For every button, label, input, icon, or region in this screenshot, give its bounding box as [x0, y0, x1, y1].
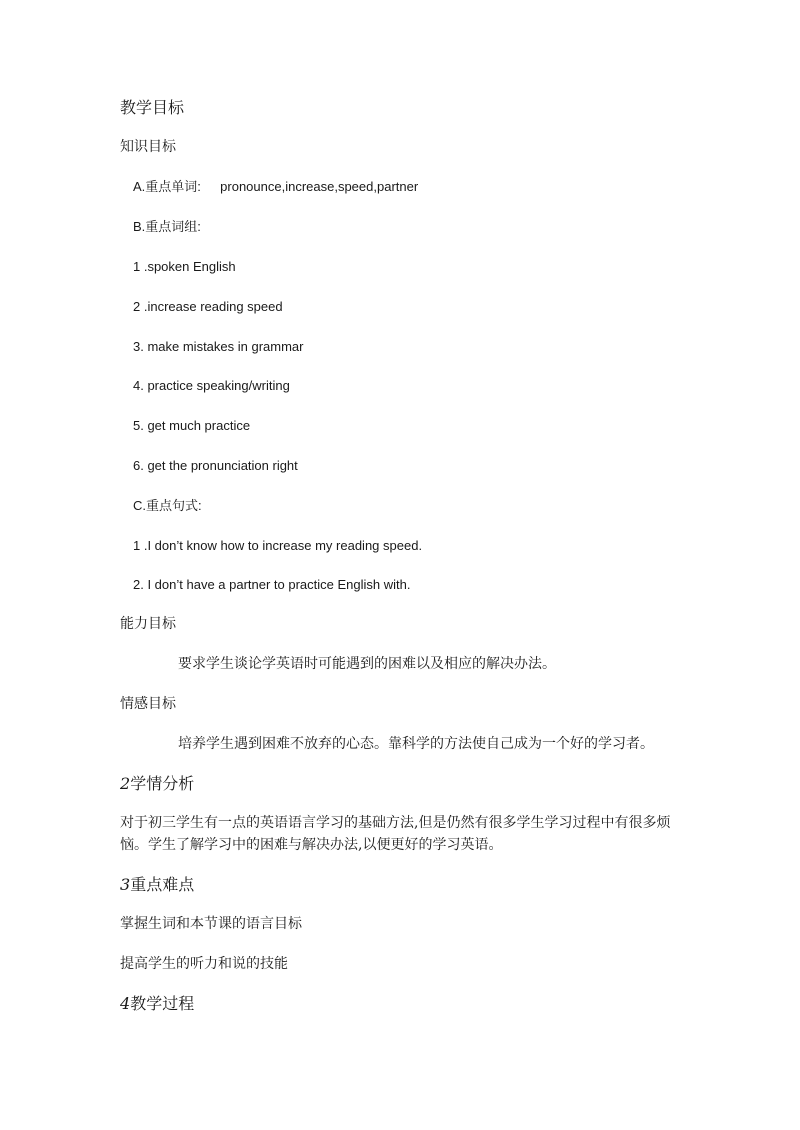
- section-4-number: 4: [120, 994, 131, 1013]
- sentence-item-2: 2. I don’t have a partner to practice English with.: [133, 577, 411, 592]
- key-sentences-label: C.重点句式:: [133, 498, 202, 513]
- focus-item-1: 掌握生词和本节课的语言目标: [120, 916, 302, 932]
- section-3-title: 重点难点: [130, 875, 195, 894]
- knowledge-heading: 知识目标: [120, 139, 176, 155]
- phrase-item-2: 2 .increase reading speed: [133, 299, 283, 314]
- analysis-line-1: 对于初三学生有一点的英语语言学习的基础方法,但是仍然有很多学生学习过程中有很多烦: [120, 815, 671, 831]
- section-3-number: 3: [120, 875, 131, 894]
- focus-item-2: 提高学生的听力和说的技能: [120, 956, 288, 972]
- section-2-title: 学情分析: [130, 774, 195, 793]
- ability-heading: 能力目标: [120, 616, 176, 632]
- analysis-line-2: 恼。学生了解学习中的困难与解决办法,以便更好的学习英语。: [120, 837, 503, 853]
- phrase-item-3: 3. make mistakes in grammar: [133, 339, 304, 354]
- section-4-heading: [120, 996, 194, 1012]
- emotion-heading: 情感目标: [120, 696, 176, 712]
- sentence-item-1: 1 .I don’t know how to increase my reading speed.: [133, 538, 423, 553]
- section-3-heading: [120, 877, 194, 893]
- key-words-line: [133, 180, 418, 193]
- ability-text: 要求学生谈论学英语时可能遇到的困难以及相应的解决办法。: [178, 656, 556, 672]
- section-2-heading: [120, 776, 194, 792]
- section-2-number: 2: [120, 774, 131, 793]
- phrase-item-5: 5. get much practice: [133, 418, 251, 433]
- phrase-item-1: 1 .spoken English: [133, 259, 236, 274]
- page-title: 教学目标: [120, 98, 185, 117]
- key-phrases-label: B.重点词组:: [133, 219, 201, 234]
- key-words-label: A.重点单词:: [133, 179, 201, 194]
- phrase-item-4: 4. practice speaking/writing: [133, 378, 290, 393]
- key-words-list: pronounce,increase,speed,partner: [220, 179, 419, 194]
- phrase-item-6: 6. get the pronunciation right: [133, 458, 298, 473]
- section-4-title: 教学过程: [130, 994, 195, 1013]
- emotion-text: 培养学生遇到困难不放弃的心态。靠科学的方法使自己成为一个好的学习者。: [178, 736, 654, 752]
